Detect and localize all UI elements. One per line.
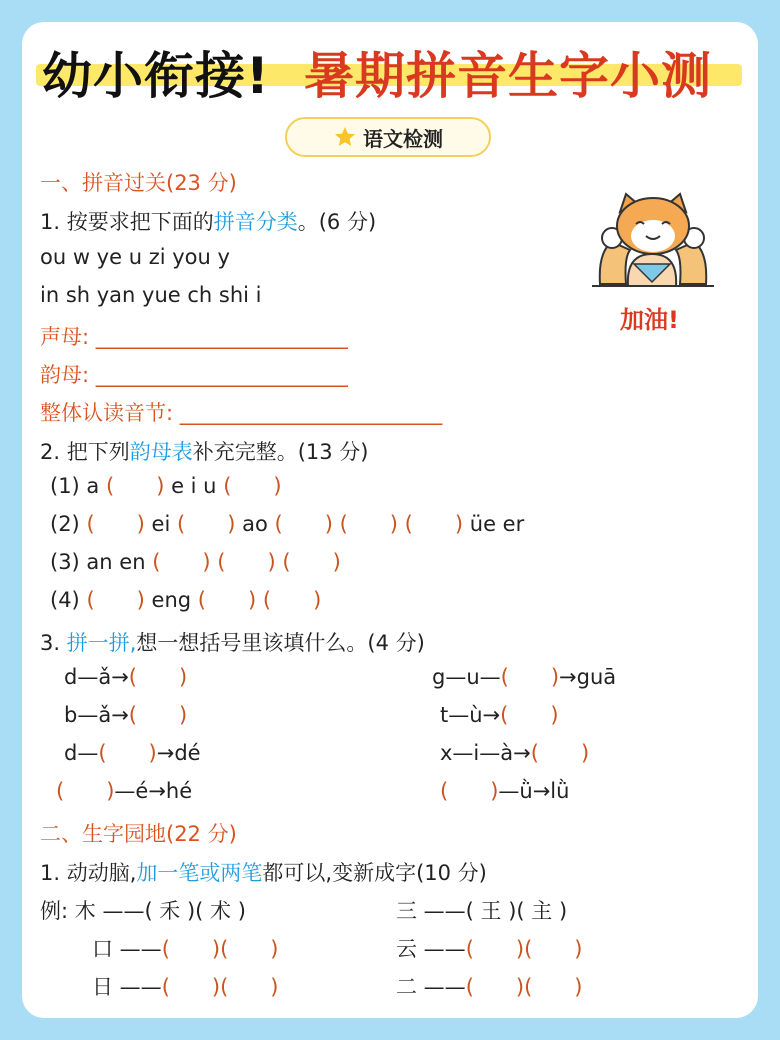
answer-blank[interactable]: ( ) <box>524 975 583 999</box>
answer-blank[interactable]: ( ) <box>86 588 145 612</box>
answer-blank[interactable]: ( ) <box>282 550 341 574</box>
char-source: 云 —— <box>396 937 466 961</box>
answer-blank[interactable]: ( ) <box>161 975 221 999</box>
spell-text: t—ù→ <box>440 703 501 727</box>
answer-blank[interactable]: ( ) <box>105 474 165 498</box>
answer-blank[interactable]: ( ) <box>223 474 282 498</box>
pinyin-row-2: in sh yan yue ch shi i <box>40 283 262 307</box>
answer-blank[interactable]: ( ) <box>86 512 145 536</box>
spell-row-1-right <box>432 665 616 689</box>
example-label: 例: <box>40 899 69 923</box>
star-icon <box>333 125 357 149</box>
yunmu-label: 韵母: <box>40 363 90 387</box>
answer-blank[interactable]: ( ) <box>161 937 221 961</box>
q2-row-1-label: (1) a <box>50 474 100 498</box>
char-source: 二 —— <box>396 975 466 999</box>
question-3-prefix: 3. <box>40 631 67 655</box>
q2-row-2-label: (2) <box>50 512 80 536</box>
page-title <box>0 30 780 120</box>
question-2-keyword: 韵母表 <box>129 440 193 464</box>
q2-row-1-text: e i u <box>171 474 217 498</box>
char-source: 口 —— <box>92 937 162 961</box>
answer-blank[interactable]: ( ) <box>500 703 559 727</box>
answer-blank[interactable]: ( ) <box>197 588 257 612</box>
char-row-2-left <box>92 971 279 1001</box>
spell-row-2-right <box>440 703 559 727</box>
answer-blank[interactable]: ( ) <box>440 779 499 803</box>
answer-blank[interactable]: ( ) <box>56 779 115 803</box>
q2-row-2 <box>50 512 524 536</box>
spell-result: →guā <box>559 665 617 689</box>
section-2-question-1 <box>40 857 487 887</box>
answer-blank[interactable]: ( ) <box>176 512 236 536</box>
title-part-1: 幼小衔接! <box>42 47 270 105</box>
question-2-suffix: 补充完整。(13 分) <box>192 440 369 464</box>
question-2-prefix: 2. 把下列 <box>40 440 130 464</box>
question-3 <box>40 627 425 657</box>
spell-text: x—i—à→ <box>440 741 531 765</box>
answer-blank[interactable]: ( ) <box>217 550 276 574</box>
answer-blank[interactable]: ( ) <box>220 937 279 961</box>
zhengti-blank[interactable]: _________________________ <box>179 401 443 425</box>
char-row-1-right <box>396 933 583 963</box>
question-1-suffix: 。(6 分) <box>297 210 377 234</box>
spell-row-4-left <box>56 779 192 803</box>
zhengti-label: 整体认读音节: <box>40 401 174 425</box>
spell-text: b—ǎ→ <box>64 703 129 727</box>
char-row-2-right <box>396 971 583 1001</box>
q2-row-4 <box>50 588 321 612</box>
question-3-keyword: 拼一拼, <box>66 631 137 655</box>
answer-blank[interactable]: ( ) <box>98 741 157 765</box>
subject-badge <box>285 117 491 157</box>
answer-blank[interactable]: ( ) <box>524 937 583 961</box>
yunmu-row <box>40 359 348 389</box>
answer-blank[interactable]: ( ) <box>404 512 464 536</box>
title-part-2: 暑期拼音生字小测 <box>304 47 712 105</box>
answer-blank[interactable]: ( ) <box>465 937 525 961</box>
answer-blank[interactable]: ( ) <box>128 703 188 727</box>
s2-q1-keyword: 加一笔或两笔 <box>136 861 263 885</box>
question-1-prefix: 1. 按要求把下面的 <box>40 210 214 234</box>
s2-q1-prefix: 1. 动动脑, <box>40 861 137 885</box>
question-1-keyword: 拼音分类 <box>213 210 298 234</box>
cheer-text: 加油! <box>620 306 679 334</box>
spell-row-3-right <box>440 741 589 765</box>
answer-blank[interactable]: ( ) <box>274 512 333 536</box>
yunmu-blank[interactable]: ________________________ <box>95 363 348 387</box>
example-row <box>40 895 246 925</box>
q2-row-2-ei: ei <box>151 512 171 536</box>
answer-blank[interactable]: ( ) <box>530 741 590 765</box>
s2-q1-suffix: 都可以,变新成字(10 分) <box>262 861 487 885</box>
q2-row-3-label: (3) an en <box>50 550 146 574</box>
q2-row-2-ao: ao <box>242 512 268 536</box>
spell-row-4-right <box>440 779 569 803</box>
shengmu-blank[interactable]: ________________________ <box>95 325 348 349</box>
answer-blank[interactable]: ( ) <box>152 550 211 574</box>
spell-text: g—u— <box>432 665 501 689</box>
zhengti-row <box>40 397 442 427</box>
spell-result: —é→hé <box>114 779 193 803</box>
shengmu-label: 声母: <box>40 325 90 349</box>
cat-mascot-icon <box>590 192 716 292</box>
spell-row-3-left <box>64 741 201 765</box>
spell-result: —ǜ→lǜ <box>498 779 570 803</box>
q2-row-4-label: (4) <box>50 588 80 612</box>
answer-blank[interactable]: ( ) <box>339 512 398 536</box>
example-left: 木 ——( 禾 )( 术 ) <box>74 899 246 923</box>
example-right: 三 ——( 王 )( 主 ) <box>396 899 568 923</box>
q2-row-4-eng: eng <box>151 588 192 612</box>
question-1 <box>40 206 376 236</box>
char-row-1-left <box>92 933 279 963</box>
q2-row-3 <box>50 550 341 574</box>
section-2-heading: 二、生字园地(22 分) <box>40 822 237 846</box>
question-2 <box>40 436 369 466</box>
spell-result: →dé <box>156 741 201 765</box>
pinyin-row-1: ou w ye u zi you y <box>40 245 230 269</box>
badge-label: 语文检测 <box>363 126 443 151</box>
spell-row-1-left <box>64 665 187 689</box>
spell-text: d—ǎ→ <box>64 665 129 689</box>
spell-text: d— <box>64 741 99 765</box>
shengmu-row <box>40 321 348 351</box>
q2-row-1 <box>50 474 282 498</box>
spell-row-2-left <box>64 703 187 727</box>
answer-blank[interactable]: ( ) <box>220 975 279 999</box>
answer-blank[interactable]: ( ) <box>500 665 560 689</box>
section-1-heading: 一、拼音过关(23 分) <box>40 171 237 195</box>
answer-blank[interactable]: ( ) <box>128 665 188 689</box>
question-3-suffix: 想一想括号里该填什么。(4 分) <box>136 631 425 655</box>
char-source: 日 —— <box>92 975 162 999</box>
answer-blank[interactable]: ( ) <box>262 588 322 612</box>
answer-blank[interactable]: ( ) <box>465 975 525 999</box>
q2-row-2-tail: üe er <box>469 512 525 536</box>
